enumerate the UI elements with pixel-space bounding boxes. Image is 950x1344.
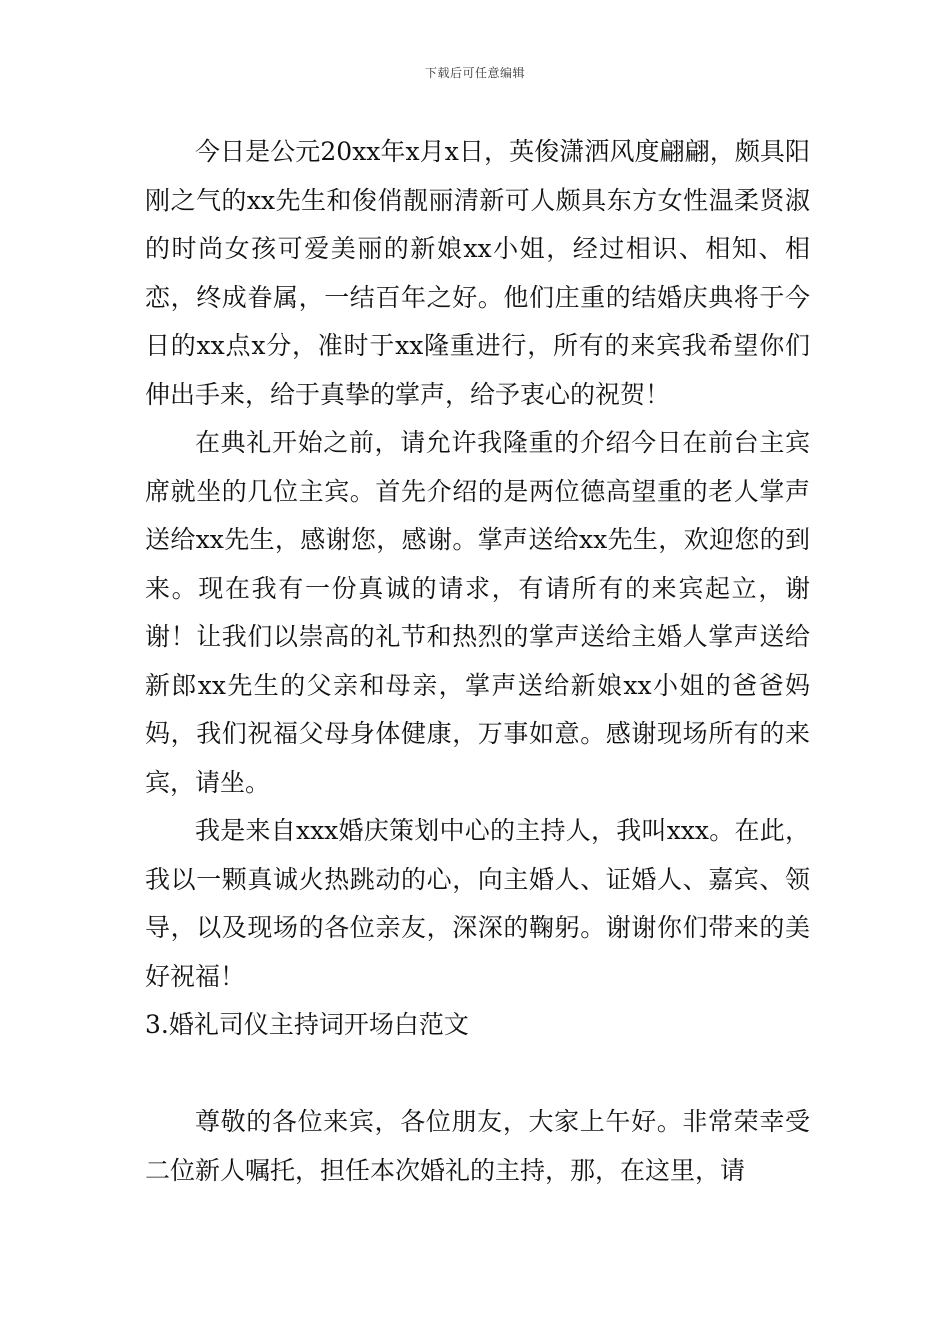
section-heading: 3.婚礼司仪主持词开场白范文 [145, 1010, 469, 1039]
page-header-note: 下载后可任意编辑 [424, 66, 525, 80]
paragraph-wedding-announcement: 今日是公元20xx年x月x日，英俊潇洒风度翩翩，颇具阳刚之气的xx先生和俊俏靓丽清新可人颇具东方女性温柔贤淑的时尚女孩可爱美丽的新娘xx小姐，经过相识、相知、相恋，终成眷属，一结百年之好。他们庄重的结婚庆典将于今日的xx点x分，准时于xx隆重进行，所有的来宾我希望你们伸出手来，给于真挚的掌声，给予衷心的祝贺！ [145, 137, 810, 409]
paragraph-guest-introduction: 在典礼开始之前，请允许我隆重的介绍今日在前台主宾席就坐的几位主宾。首先介绍的是两位德高望重的老人掌声送给xx先生，感谢您，感谢。掌声送给xx先生，欢迎您的到来。现在我有一份真诚的请求，有请所有的来宾起立，谢谢！让我们以崇高的礼节和热烈的掌声送给主婚人掌声送给新郎xx先生的父亲和母亲，掌声送给新娘xx小姐的爸爸妈妈，我们祝福父母身体健康，万事如意。感谢现场所有的来宾，请坐。 [145, 428, 810, 797]
paragraph-host-introduction: 我是来自xxx婚庆策划中心的主持人，我叫xxx。在此，我以一颗真诚火热跳动的心，向主婚人、证婚人、嘉宾、领导，以及现场的各位亲友，深深的鞠躬。谢谢你们带来的美好祝福！ [145, 816, 810, 991]
document-body [145, 128, 810, 1195]
paragraph-opening-remarks: 尊敬的各位来宾，各位朋友，大家上午好。非常荣幸受二位新人嘱托，担任本次婚礼的主持，那，在这里，请 [145, 1107, 810, 1185]
blank-line [145, 1050, 810, 1099]
